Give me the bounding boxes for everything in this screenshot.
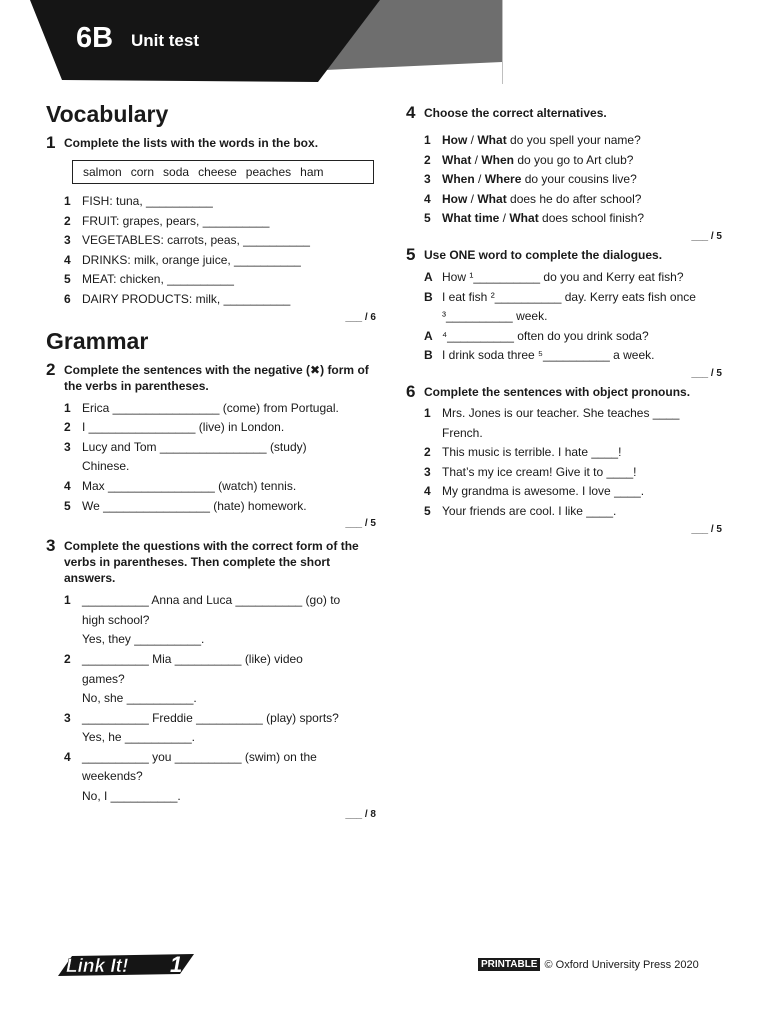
exercise-number: 2 bbox=[46, 359, 56, 379]
list-item bbox=[46, 270, 376, 290]
exercise-2-items bbox=[46, 399, 376, 517]
item-number: 5 bbox=[64, 498, 71, 513]
item-text: Yes, he __________. bbox=[82, 730, 195, 745]
item-number bbox=[46, 689, 82, 709]
list-item bbox=[46, 611, 376, 631]
dialogue-text: I drink soda three ⁵__________ a week. bbox=[442, 348, 655, 363]
exercise-1-heading bbox=[46, 134, 376, 152]
item-number: 2 bbox=[64, 651, 71, 666]
item-number: 4 bbox=[424, 191, 431, 206]
item-text: No, she __________. bbox=[82, 691, 197, 706]
exercise-5-score: ___ / 5 bbox=[691, 367, 722, 379]
item-text: Max ________________ (watch) tennis. bbox=[82, 478, 297, 493]
exercise-instruction: Complete the lists with the words in the box. bbox=[64, 136, 319, 150]
item-number: 4 bbox=[64, 749, 71, 764]
item-text: Mrs. Jones is our teacher. She teaches ____ bbox=[442, 405, 680, 420]
speaker-label bbox=[406, 307, 442, 327]
exercise-6-heading bbox=[406, 383, 722, 401]
item-number: 5 bbox=[64, 272, 71, 287]
item-text: FISH: tuna, __________ bbox=[82, 194, 213, 208]
item-number: 2 bbox=[424, 152, 431, 167]
item-number bbox=[46, 670, 82, 690]
item-number: 5 bbox=[424, 503, 431, 518]
exercise-1-score: ___ / 6 bbox=[345, 311, 376, 323]
speaker-label: A bbox=[424, 269, 433, 284]
exercise-number: 3 bbox=[46, 536, 56, 556]
exercise-2-heading bbox=[46, 361, 376, 394]
dialogue-line bbox=[406, 346, 722, 366]
item-text: This music is terrible. I hate ____! bbox=[442, 445, 622, 460]
alternative-b: What bbox=[477, 191, 507, 206]
list-item bbox=[406, 404, 722, 424]
alternative-a: What bbox=[442, 152, 472, 167]
exercise-6-score: ___ / 5 bbox=[691, 523, 722, 535]
exercise-4-score: ___ / 5 bbox=[691, 230, 722, 242]
list-item bbox=[406, 502, 722, 522]
alternative-a: When bbox=[442, 172, 475, 187]
dialogue-line bbox=[406, 288, 722, 308]
item-number: 3 bbox=[64, 710, 71, 725]
item-text: How / What do you spell your name? bbox=[442, 133, 641, 147]
item-number bbox=[46, 630, 82, 650]
link-it-logo bbox=[52, 948, 200, 983]
exercise-5-items bbox=[406, 268, 722, 366]
list-item bbox=[406, 151, 722, 171]
copyright-text: © Oxford University Press 2020 bbox=[544, 958, 699, 971]
exercise-instruction: Use ONE word to complete the dialogues. bbox=[424, 247, 663, 262]
list-item bbox=[46, 231, 376, 251]
exercise-instruction: Complete the sentences with object pronouns. bbox=[424, 384, 691, 399]
alternative-a: What time bbox=[442, 211, 500, 226]
item-rest: does he do after school? bbox=[506, 191, 642, 206]
list-item bbox=[46, 748, 376, 768]
alternative-b: What bbox=[477, 133, 507, 147]
item-number: 2 bbox=[424, 445, 431, 460]
item-number: 1 bbox=[64, 194, 71, 208]
item-number: 1 bbox=[424, 405, 431, 420]
grammar-heading: Grammar bbox=[46, 327, 149, 354]
exercise-number: 6 bbox=[406, 381, 416, 401]
list-item bbox=[46, 192, 376, 212]
item-text: __________ Anna and Luca __________ (go) to bbox=[82, 593, 341, 608]
list-item bbox=[46, 212, 376, 232]
item-number bbox=[46, 457, 82, 477]
item-text: __________ Mia __________ (like) video bbox=[82, 651, 303, 666]
right-column bbox=[406, 98, 722, 539]
list-item bbox=[46, 399, 376, 419]
exercise-1-items bbox=[46, 192, 376, 310]
item-number bbox=[46, 787, 82, 807]
printable-badge: PRINTABLE bbox=[478, 958, 540, 971]
item-text: My grandma is awesome. I love ____. bbox=[442, 484, 645, 499]
exercise-5-heading bbox=[406, 246, 722, 264]
word-box-word: salmon bbox=[83, 165, 122, 179]
list-item bbox=[406, 482, 722, 502]
word-box-word: peaches bbox=[245, 165, 292, 179]
list-item bbox=[406, 170, 722, 190]
exercise-3-items bbox=[46, 591, 376, 807]
exercise-instruction: Complete the questions with the correct form of the verbs in parentheses. Then complete the short answers. bbox=[64, 539, 359, 586]
list-item bbox=[46, 709, 376, 729]
word-box bbox=[72, 160, 374, 184]
dialogue-text: ⁴__________ often do you drink soda? bbox=[442, 328, 649, 343]
item-rest: does school finish? bbox=[538, 211, 645, 226]
dialogue-text: ³__________ week. bbox=[442, 309, 548, 324]
exercise-instruction: Choose the correct alternatives. bbox=[424, 106, 607, 120]
item-number: 4 bbox=[64, 252, 71, 267]
item-number bbox=[46, 611, 82, 631]
speaker-label: B bbox=[424, 348, 433, 363]
item-text: VEGETABLES: carrots, peas, __________ bbox=[82, 233, 310, 248]
word-box-word: corn bbox=[130, 165, 155, 179]
dialogue-text: How ¹__________ do you and Kerry eat fish? bbox=[442, 269, 684, 284]
item-text: DRINKS: milk, orange juice, __________ bbox=[82, 252, 301, 267]
item-text: No, I __________. bbox=[82, 789, 181, 804]
item-text: Lucy and Tom ________________ (study) bbox=[82, 439, 307, 454]
speaker-label: B bbox=[424, 289, 433, 304]
item-text: When / Where do your cousins live? bbox=[442, 172, 637, 187]
list-item bbox=[46, 670, 376, 690]
list-item bbox=[46, 418, 376, 438]
dialogue-line bbox=[406, 307, 722, 327]
vocabulary-heading: Vocabulary bbox=[46, 101, 169, 127]
alternative-a: How bbox=[442, 133, 468, 147]
item-number: 3 bbox=[424, 464, 431, 479]
list-item bbox=[46, 251, 376, 271]
list-item bbox=[46, 497, 376, 517]
item-number: 3 bbox=[64, 439, 71, 454]
list-item bbox=[46, 728, 376, 748]
item-number: 3 bbox=[424, 172, 431, 187]
header-divider bbox=[502, 0, 503, 84]
list-item bbox=[46, 650, 376, 670]
dialogue-line bbox=[406, 327, 722, 347]
left-column bbox=[46, 98, 376, 824]
svg-text:1: 1 bbox=[170, 952, 183, 977]
exercise-2-score: ___ / 5 bbox=[345, 518, 376, 530]
list-item bbox=[46, 457, 376, 477]
footer-copyright bbox=[478, 958, 699, 971]
list-item bbox=[46, 477, 376, 497]
item-text: Yes, they __________. bbox=[82, 632, 205, 647]
item-number: 5 bbox=[424, 211, 431, 226]
item-text: games? bbox=[82, 671, 125, 686]
list-item bbox=[406, 190, 722, 210]
item-text: __________ you __________ (swim) on the bbox=[82, 749, 317, 764]
exercise-6-items bbox=[406, 404, 722, 522]
header-banner-shape bbox=[0, 0, 768, 85]
item-text: What / When do you go to Art club? bbox=[442, 152, 634, 167]
exercise-number: 5 bbox=[406, 244, 416, 264]
list-item bbox=[46, 438, 376, 458]
item-number: 4 bbox=[424, 484, 431, 499]
exercise-3-heading bbox=[46, 537, 376, 586]
dialogue-line bbox=[406, 268, 722, 288]
item-number: 3 bbox=[64, 233, 71, 248]
list-item bbox=[406, 209, 722, 229]
item-number: 1 bbox=[64, 593, 71, 608]
item-rest: do you spell your name? bbox=[506, 133, 641, 147]
item-number bbox=[46, 728, 82, 748]
item-number: 1 bbox=[64, 400, 71, 415]
item-text: FRUIT: grapes, pears, __________ bbox=[82, 213, 270, 228]
exercise-instruction: Complete the sentences with the negative (✖) form of the verbs in parentheses. bbox=[64, 362, 369, 393]
item-text: I ________________ (live) in London. bbox=[82, 420, 285, 435]
item-text: Chinese. bbox=[82, 459, 130, 474]
item-text: How / What does he do after school? bbox=[442, 191, 642, 206]
item-rest: do your cousins live? bbox=[521, 172, 637, 187]
svg-text:Link It!: Link It! bbox=[66, 956, 129, 977]
exercise-3-score: ___ / 8 bbox=[345, 808, 376, 820]
item-number: 2 bbox=[64, 213, 71, 228]
speaker-label: A bbox=[424, 328, 433, 343]
list-item bbox=[406, 463, 722, 483]
dialogue-text: I eat fish ²__________ day. Kerry eats fish once bbox=[442, 289, 696, 304]
exercise-4-items bbox=[406, 131, 722, 229]
item-number: 6 bbox=[64, 291, 71, 306]
list-item bbox=[46, 290, 376, 310]
item-text: That’s my ice cream! Give it to ____! bbox=[442, 464, 637, 479]
list-item bbox=[406, 131, 722, 151]
alternative-b: When bbox=[481, 152, 515, 167]
exercise-number: 4 bbox=[406, 103, 416, 122]
exercise-number: 1 bbox=[46, 133, 56, 152]
item-number bbox=[406, 424, 442, 444]
list-item bbox=[46, 767, 376, 787]
word-box-word: ham bbox=[300, 165, 324, 179]
word-box-word: cheese bbox=[198, 165, 237, 179]
alternative-b: Where bbox=[484, 172, 522, 187]
list-item bbox=[46, 630, 376, 650]
item-text: DAIRY PRODUCTS: milk, __________ bbox=[82, 291, 291, 306]
item-rest: do you go to Art club? bbox=[514, 152, 634, 167]
alternative-a: How bbox=[442, 191, 468, 206]
item-text: We ________________ (hate) homework. bbox=[82, 498, 307, 513]
word-box-word: soda bbox=[163, 165, 190, 179]
list-item bbox=[406, 443, 722, 463]
item-text: high school? bbox=[82, 612, 150, 627]
item-number: 2 bbox=[64, 420, 71, 435]
item-text: What time / What does school finish? bbox=[442, 211, 645, 226]
item-text: __________ Freddie __________ (play) sports? bbox=[82, 710, 339, 725]
item-text: French. bbox=[442, 425, 483, 440]
item-number: 4 bbox=[64, 478, 71, 493]
item-text: Your friends are cool. I like ____. bbox=[442, 503, 617, 518]
item-text: weekends? bbox=[82, 769, 143, 784]
unit-title: Unit test bbox=[131, 31, 199, 50]
unit-code: 6B bbox=[76, 22, 114, 54]
list-item bbox=[406, 424, 722, 444]
list-item bbox=[46, 591, 376, 611]
item-number: 1 bbox=[424, 133, 431, 147]
list-item bbox=[46, 787, 376, 807]
item-text: Erica ________________ (come) from Portugal. bbox=[82, 400, 339, 415]
page-header bbox=[0, 0, 768, 85]
alternative-b: What bbox=[509, 211, 539, 226]
item-text: MEAT: chicken, __________ bbox=[82, 272, 234, 287]
exercise-4-heading bbox=[406, 104, 722, 122]
item-number bbox=[46, 767, 82, 787]
list-item bbox=[46, 689, 376, 709]
